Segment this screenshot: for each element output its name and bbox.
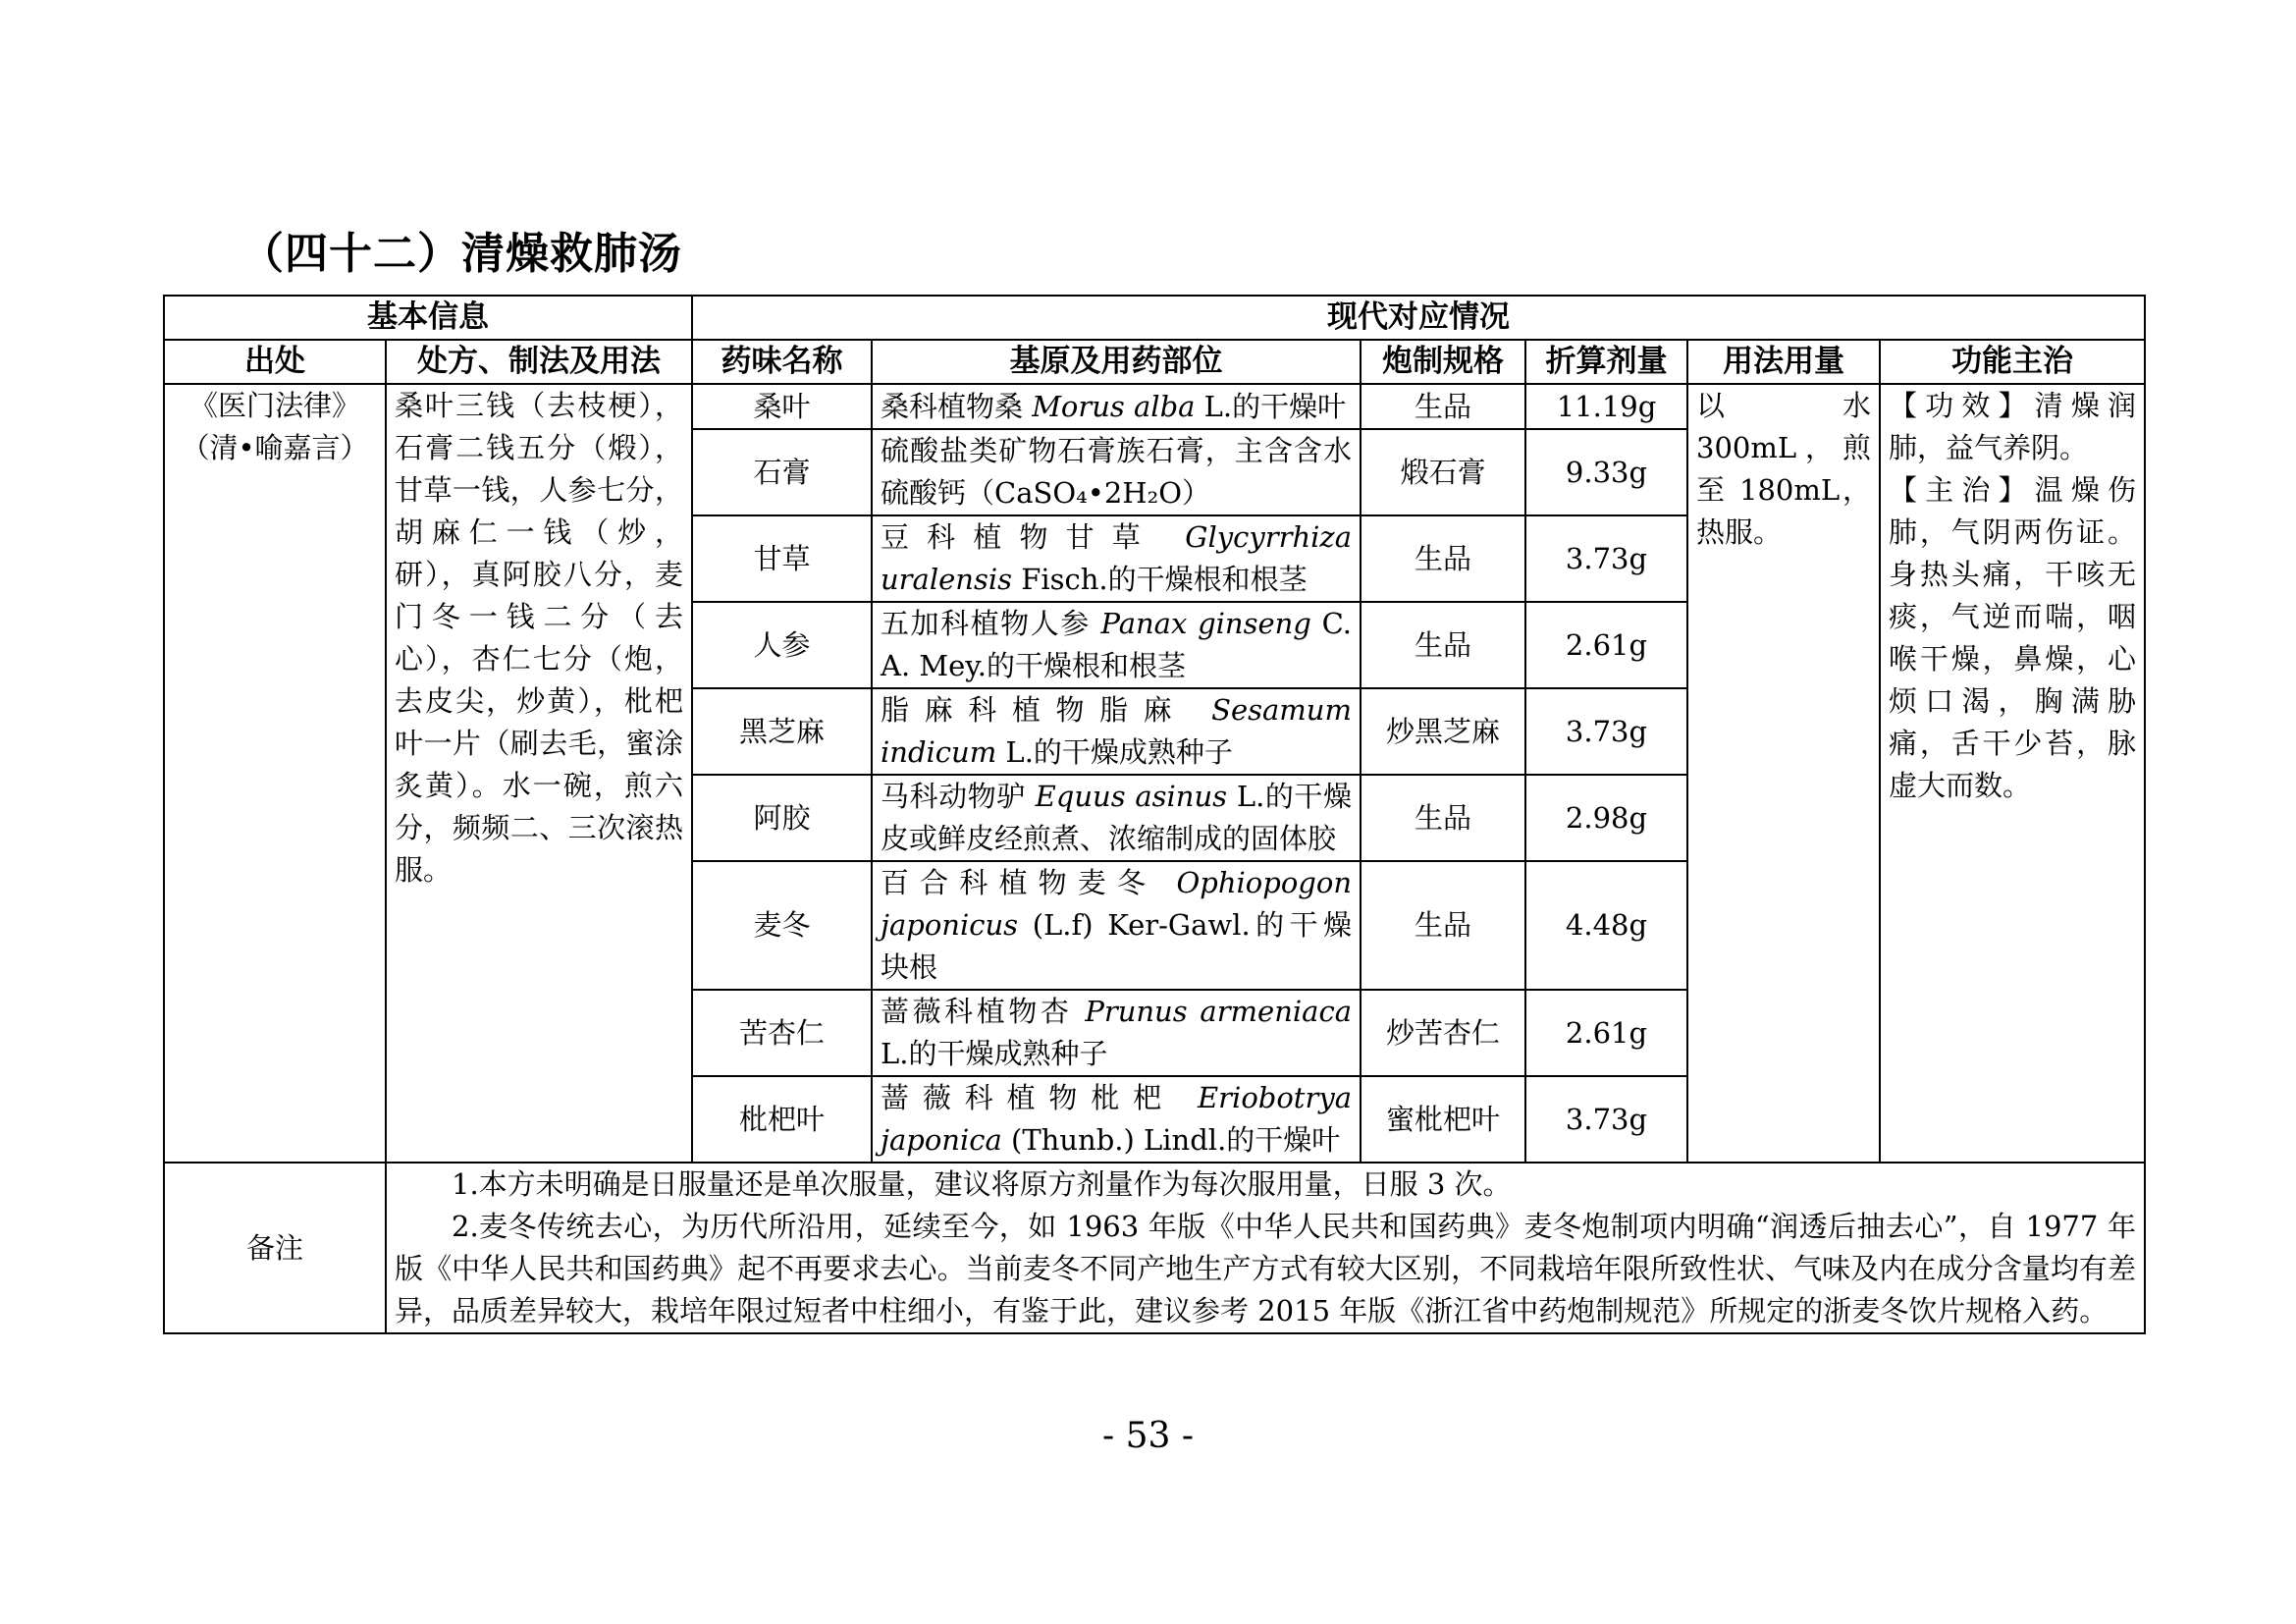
latin-name: Equus asinus [1035,780,1228,813]
origin-text: (L.f) Ker-Gawl.的干燥块根 [881,908,1352,984]
drug-origin [872,990,1361,1076]
latin-name: Ophiopogon japonicus [881,866,1352,942]
processing-spec: 煅石膏 [1361,429,1525,515]
drug-name: 桑叶 [692,384,872,429]
converted-dose: 2.61g [1525,990,1687,1076]
processing-spec: 生品 [1361,861,1525,990]
drug-name: 甘草 [692,515,872,602]
prescription-table [163,295,2146,1334]
function-indication: 温燥伤肺，气阴两伤证。身热头痛，干咳无痰，气逆而喘，咽喉干燥，鼻燥，心烦口渴，胸满胁痛，舌干少苔，脉虚大而数。 [1889,473,2136,802]
group-header-modern: 现代对应情况 [692,296,2145,340]
group-header-basic: 基本信息 [164,296,692,340]
drug-name: 黑芝麻 [692,688,872,775]
prescription-cell: 桑叶三钱（去枝梗），石膏二钱五分（煅），甘草一钱，人参七分，胡麻仁一钱（炒，研），真阿胶八分，麦门冬一钱二分（去心），杏仁七分（炮，去皮尖，炒黄），枇杷叶一片（刷去毛，蜜涂炙黄）。水一碗，煎六分，频频二、三次滚热服。 [386,384,692,1163]
processing-spec: 蜜枇杷叶 [1361,1076,1525,1163]
drug-origin [872,1076,1361,1163]
page-number: - 53 - [1101,1416,1195,1456]
origin-text: 桑科植物桑 [881,389,1033,423]
origin-text: Fisch.的干燥根和根茎 [1011,563,1308,596]
converted-dose: 9.33g [1525,429,1687,515]
processing-spec: 炒苦杏仁 [1361,990,1525,1076]
usage-cell: 以水 300mL，煎至 180mL，热服。 [1687,384,1880,1163]
converted-dose: 2.98g [1525,775,1687,861]
drug-name: 苦杏仁 [692,990,872,1076]
source-line: 《医门法律》 [188,389,360,422]
origin-text: 蔷薇科植物杏 [881,995,1086,1028]
origin-text: C. A. Mey.的干燥根和根茎 [881,607,1353,682]
column-header: 折算剂量 [1525,340,1687,384]
column-header: 炮制规格 [1361,340,1525,384]
processing-spec: 炒黑芝麻 [1361,688,1525,775]
origin-text: 蔷薇科植物枇杷 [881,1081,1199,1114]
function-effect: 清燥润肺，益气养阴。 [1889,389,2136,464]
column-header: 药味名称 [692,340,872,384]
latin-name: Prunus armeniaca [1085,995,1352,1028]
function-cell [1880,384,2145,1163]
processing-spec: 生品 [1361,775,1525,861]
origin-text: 脂麻科植物脂麻 [881,693,1212,727]
converted-dose: 4.48g [1525,861,1687,990]
converted-dose: 3.73g [1525,515,1687,602]
origin-text: 硫酸盐类矿物石膏族石膏，主含含水硫酸钙（CaSO₄•2H₂O） [881,434,1352,510]
drug-name: 枇杷叶 [692,1076,872,1163]
column-header: 基原及用药部位 [872,340,1361,384]
origin-text: 豆科植物甘草 [881,520,1186,554]
origin-text: 百合科植物麦冬 [881,866,1177,899]
latin-name: Morus alba [1032,389,1196,423]
drug-origin [872,861,1361,990]
origin-text: 五加科植物人参 [881,607,1101,640]
notes-label: 备注 [164,1163,386,1333]
notes-cell [386,1163,2145,1333]
drug-origin [872,688,1361,775]
note-item: 1.本方未明确是日服量还是单次服量，建议将原方剂量作为每次服用量，日服 3 次。 [452,1167,1512,1201]
converted-dose: 3.73g [1525,1076,1687,1163]
column-header: 用法用量 [1687,340,1880,384]
origin-text: L.的干燥成熟种子 [996,735,1233,769]
drug-origin [872,384,1361,429]
processing-spec: 生品 [1361,602,1525,688]
table-row [164,384,2145,429]
processing-spec: 生品 [1361,384,1525,429]
drug-name: 麦冬 [692,861,872,990]
drug-origin [872,515,1361,602]
converted-dose: 11.19g [1525,384,1687,429]
drug-name: 人参 [692,602,872,688]
processing-spec: 生品 [1361,515,1525,602]
function-indication-label: 【主治】 [1889,473,2035,507]
converted-dose: 3.73g [1525,688,1687,775]
column-header: 功能主治 [1880,340,2145,384]
column-header: 处方、制法及用法 [386,340,692,384]
drug-name: 阿胶 [692,775,872,861]
origin-text: (Thunb.) Lindl.的干燥叶 [1001,1123,1341,1157]
latin-name: Sesamum indicum [881,693,1352,769]
column-header: 出处 [164,340,386,384]
origin-text: 马科动物驴 [881,780,1036,813]
origin-text: L.的干燥成熟种子 [881,1037,1108,1070]
source-cell [164,384,386,1163]
origin-text: L.的干燥皮或鲜皮经煎煮、浓缩制成的固体胶 [881,780,1352,855]
drug-origin [872,775,1361,861]
page-title: （四十二）清燥救肺汤 [240,229,682,279]
source-line: （清•喻嘉言） [181,431,369,464]
latin-name: Eriobotrya japonica [881,1081,1352,1157]
latin-name: Glycyrrhiza uralensis [881,520,1352,596]
note-item: 2.麦冬传统去心，为历代所沿用，延续至今，如 1963 年版《中华人民共和国药典》麦冬炮制项内明确“润透后抽去心”，自 1977 年版《中华人民共和国药典》起不再要求去心。当前麦冬不同产地生产方式有较大区别，不同栽培年限所致性状、气味及内在成分含量均有差异，品质差异较大，栽培年限过短者中柱细小，有鉴于此，建议参考 2015 年版《浙江省中药炮制规范》所规定的浙麦冬饮片规格入药。 [395,1210,2136,1327]
drug-origin [872,429,1361,515]
drug-origin [872,602,1361,688]
latin-name: Panax ginseng [1100,607,1311,640]
converted-dose: 2.61g [1525,602,1687,688]
function-effect-label: 【功效】 [1889,389,2035,422]
drug-name: 石膏 [692,429,872,515]
origin-text: L.的干燥叶 [1195,389,1347,423]
